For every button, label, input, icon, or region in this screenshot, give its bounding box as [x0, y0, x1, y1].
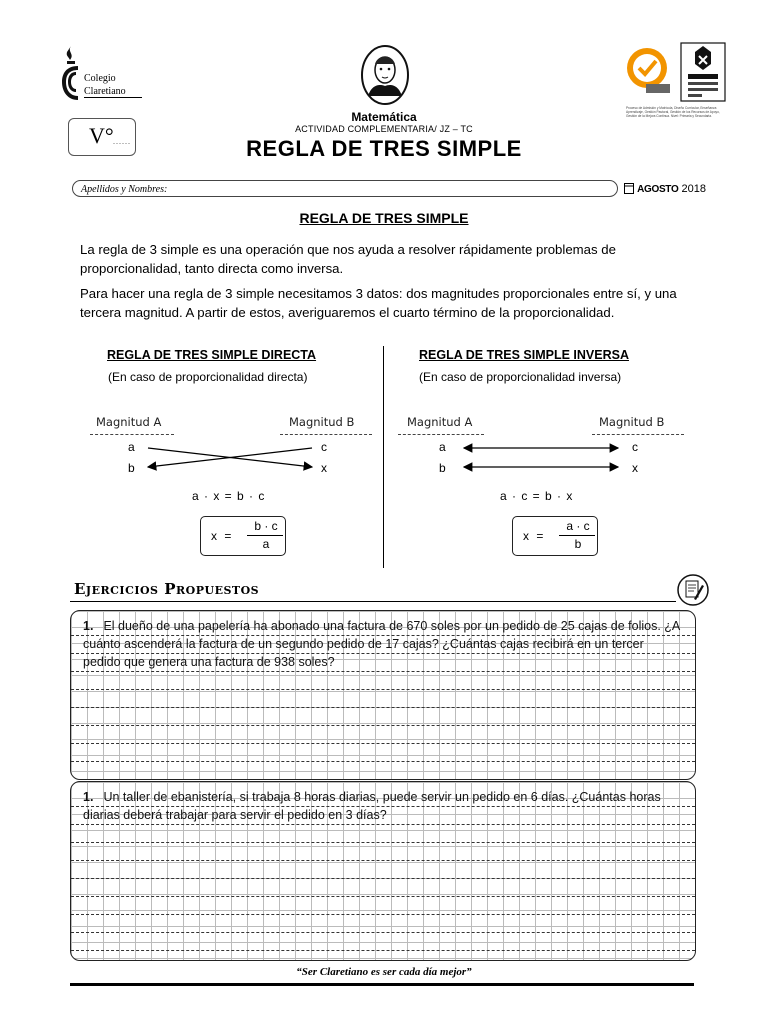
- inverse-magnitude-a: Magnitud A: [407, 415, 473, 429]
- direct-formula-numerator: b · c: [254, 519, 278, 533]
- direct-formula-bar: [247, 535, 283, 536]
- grade-box[interactable]: [68, 118, 136, 156]
- inverse-formula-numerator: a · c: [566, 519, 590, 533]
- direct-value-c: c: [321, 440, 327, 454]
- direct-rule-subtitle: (En caso de proporcionalidad directa): [108, 370, 308, 384]
- inverse-divider-a: [398, 434, 484, 435]
- exercise-box-2[interactable]: [70, 781, 696, 961]
- sgs-certification-logo: [622, 46, 672, 94]
- direct-divider-a: [90, 434, 174, 435]
- certification-note: Proceso de Admisión y Matrícula, Diseño Curricular, Enseñanza Aprendizaje, Gestión Pastoral, Gestión de los Recursos de Apoyo, Gestión de la Mejora Continua. Nivel: Primaria y Secundaria.: [626, 106, 720, 119]
- direct-rule-title: REGLA DE TRES SIMPLE DIRECTA: [107, 348, 317, 362]
- inverse-formula-box: [512, 516, 598, 556]
- exercise-2-text: [83, 788, 683, 824]
- college-name: Colegio Claretiano: [84, 72, 142, 98]
- footer-rule: [70, 983, 694, 986]
- inverse-value-b: b: [439, 461, 446, 475]
- section-title: REGLA DE TRES SIMPLE: [299, 210, 469, 226]
- direct-magnitude-b: Magnitud B: [289, 415, 355, 429]
- name-field-label: Apellidos y Nombres:: [81, 184, 168, 195]
- exercise-1-number: 1.: [83, 619, 94, 633]
- exercise-2-number: 1.: [83, 790, 94, 804]
- exercise-box-1[interactable]: [70, 610, 696, 780]
- exercises-title: Ejercicios Propuestos: [74, 580, 260, 598]
- direct-value-x: x: [321, 461, 327, 475]
- column-divider: [383, 346, 384, 568]
- inverse-formula-bar: [559, 535, 595, 536]
- page-title: REGLA DE TRES SIMPLE: [246, 136, 522, 161]
- founder-portrait: [360, 44, 410, 106]
- inverse-rule-title: REGLA DE TRES SIMPLE INVERSA: [419, 348, 629, 362]
- exercises-title-underline: [70, 601, 676, 602]
- direct-value-b: b: [128, 461, 135, 475]
- name-field[interactable]: [72, 180, 618, 197]
- inverse-value-a: a: [439, 440, 446, 454]
- direct-equation: a · x = b · c: [192, 489, 266, 503]
- direct-value-a: a: [128, 440, 135, 454]
- direct-formula-denominator: a: [262, 537, 270, 551]
- exercise-1-text: [83, 617, 683, 671]
- ukas-certification-logo: [680, 42, 726, 102]
- inverse-value-c: c: [632, 440, 638, 454]
- pencil-note-icon: [676, 573, 710, 607]
- college-logo-icon: [58, 44, 84, 104]
- direct-divider-b: [280, 434, 372, 435]
- grade-dots: ......: [113, 137, 131, 146]
- activity-subtitle: ACTIVIDAD COMPLEMENTARIA/ JZ – TC: [295, 124, 473, 134]
- direct-formula-box: [200, 516, 286, 556]
- footer-motto: “Ser Claretiano es ser cada día mejor”: [296, 966, 472, 978]
- inverse-equation: a · c = b · x: [500, 489, 574, 503]
- direct-formula-lhs: x =: [211, 529, 234, 543]
- date-year: 2018: [681, 183, 706, 195]
- inverse-parallel-arrows: [458, 440, 624, 474]
- inverse-divider-b: [592, 434, 684, 435]
- inverse-value-x: x: [632, 461, 638, 475]
- direct-cross-arrows: [140, 440, 320, 474]
- calendar-icon: [624, 183, 637, 195]
- inverse-formula-lhs: x =: [523, 529, 546, 543]
- exercise-1-statement: El dueño de una papelería ha abonado una factura de 670 soles por un pedido de 25 cajas de folios. ¿A cuánto ascenderá la factura de un segundo pedido de 17 cajas? ¿Cuántas cajas recibirá en un tercer pedido que genera una factura de 938 soles?: [83, 619, 680, 669]
- exercise-2-statement: Un taller de ebanistería, si trabaja 8 horas diarias, puede servir un pedido en 6 días. ¿Cuántas horas diarias deberá trabajar para servir el pedido en 3 días?: [83, 790, 661, 822]
- intro-paragraph-1: La regla de 3 simple es una operación que nos ayuda a resolver rápidamente problemas de proporcionalidad, tanto directa como inversa.: [80, 242, 616, 276]
- subject-title: Matemática: [351, 110, 417, 124]
- direct-magnitude-a: Magnitud A: [96, 415, 162, 429]
- grade-mark: V°: [89, 123, 114, 148]
- date-month: AGOSTO: [637, 184, 679, 195]
- intro-paragraph-2: Para hacer una regla de 3 simple necesitamos 3 datos: dos magnitudes proporcionales entre sí, y una tercera magnitud. A partir de estos, averiguaremos el cuarto término de la proporcionalidad.: [80, 286, 677, 320]
- date-label: [624, 182, 706, 195]
- inverse-magnitude-b: Magnitud B: [599, 415, 665, 429]
- inverse-formula-denominator: b: [574, 537, 582, 551]
- inverse-rule-subtitle: (En caso de proporcionalidad inversa): [419, 370, 622, 384]
